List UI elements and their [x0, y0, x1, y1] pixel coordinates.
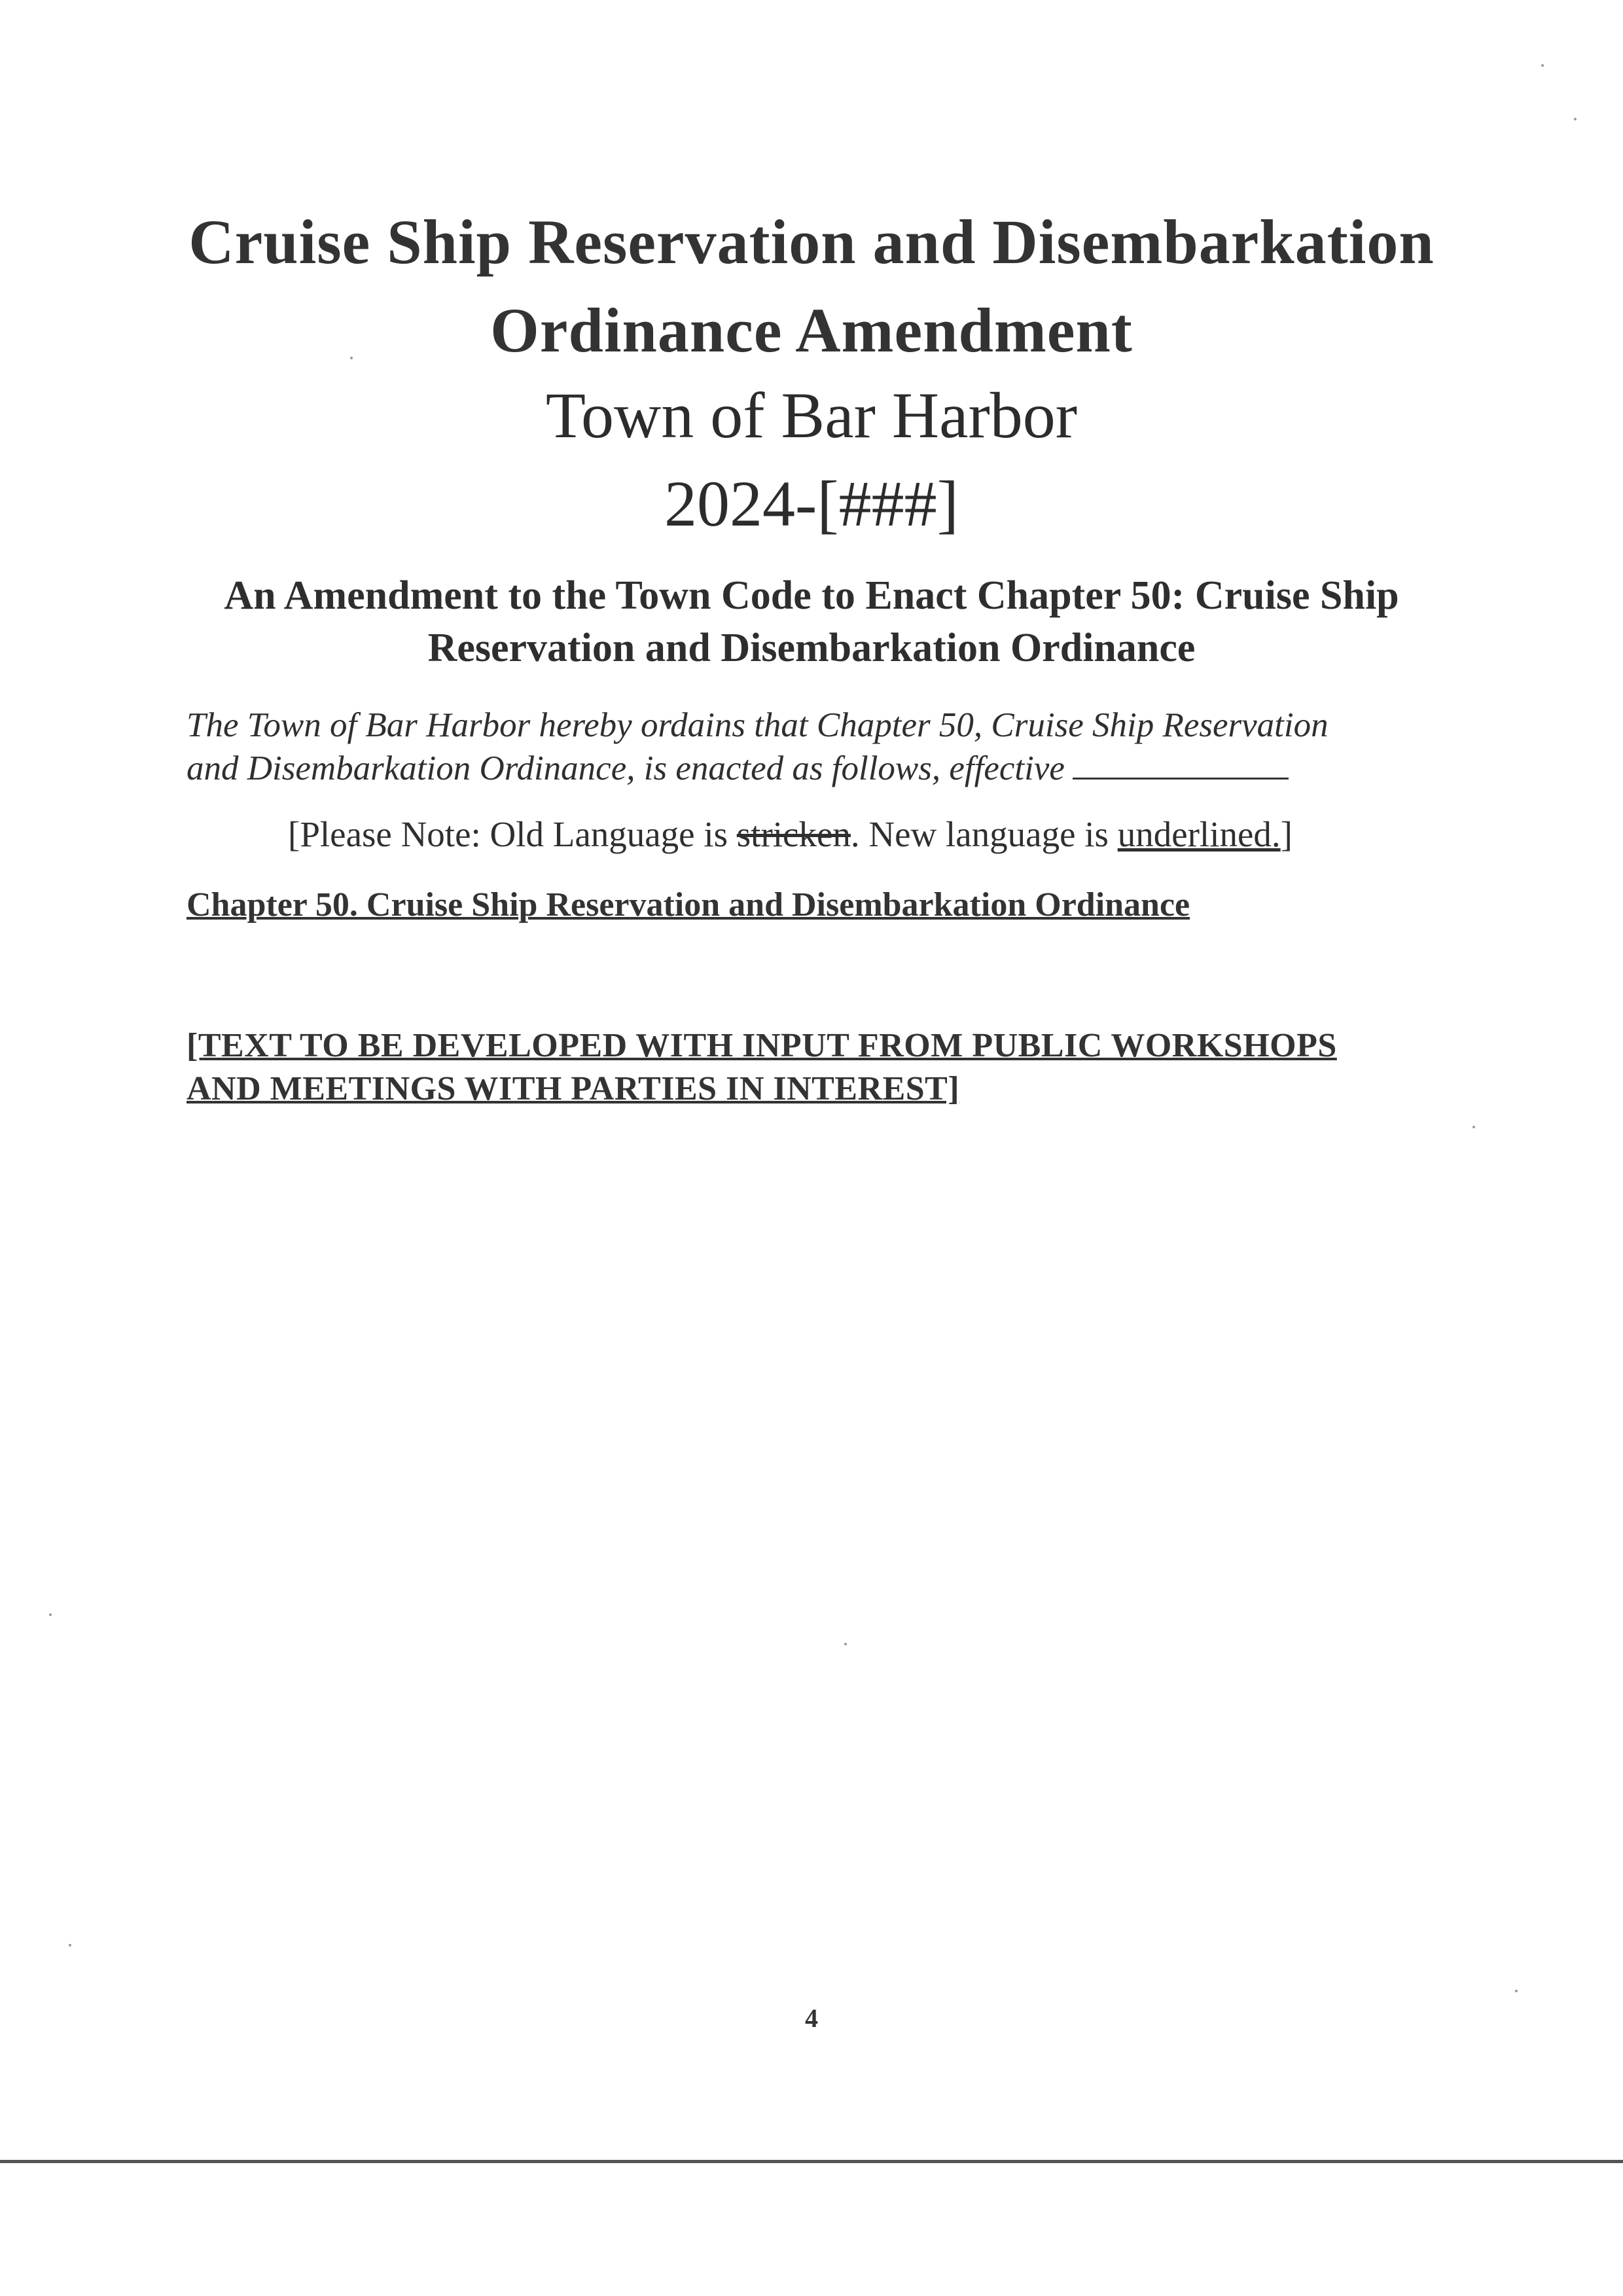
note-suffix: ]: [1280, 814, 1293, 854]
title-line-1: Cruise Ship Reservation and Disembarkation: [188, 207, 1435, 277]
placeholder-line-1: [TEXT TO BE DEVELOPED WITH INPUT FROM PUBLIC WORKSHOPS: [187, 1027, 1337, 1064]
scan-speck: [49, 1613, 52, 1616]
chapter-heading: Chapter 50. Cruise Ship Reservation and Disembarkation Ordinance: [187, 886, 1190, 924]
language-note: [288, 812, 1466, 857]
enactment-line-2: [187, 747, 1495, 790]
scan-speck: [844, 1643, 847, 1645]
note-prefix: [Please Note: Old Language is: [288, 814, 737, 854]
page-number: 4: [805, 2003, 818, 2033]
ordinance-number: 2024-[###]: [664, 467, 959, 540]
scan-speck: [1515, 1990, 1518, 1992]
scan-speck: [1541, 64, 1544, 67]
scan-edge-line: [0, 2160, 1623, 2163]
subtitle-line-2: Reservation and Disembarkation Ordinance: [427, 626, 1196, 670]
scan-speck: [69, 1944, 71, 1946]
scan-speck: [350, 357, 353, 359]
subtitle-line-1: An Amendment to the Town Code to Enact Chapter 50: Cruise Ship: [224, 573, 1399, 618]
note-stricken-example: stricken: [736, 814, 851, 854]
placeholder-line-2: AND MEETINGS WITH PARTIES IN INTEREST]: [187, 1070, 960, 1107]
enactment-line-1: The Town of Bar Harbor hereby ordains that Chapter 50, Cruise Ship Reservation: [187, 706, 1329, 744]
enactment-line-2-text: and Disembarkation Ordinance, is enacted as follows, effective: [187, 749, 1065, 787]
scan-speck: [1472, 1126, 1475, 1128]
scan-speck: [1574, 118, 1577, 120]
note-underlined-example: underlined.: [1117, 814, 1281, 854]
title-line-2: Ordinance Amendment: [490, 295, 1133, 365]
effective-date-blank: [1073, 751, 1289, 780]
note-middle: . New language is: [850, 814, 1118, 854]
town-name: Town of Bar Harbor: [545, 379, 1078, 452]
